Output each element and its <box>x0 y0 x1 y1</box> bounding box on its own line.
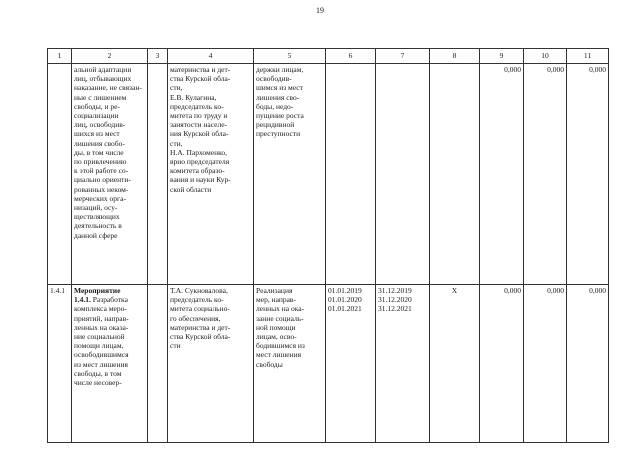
cell-activity <box>72 64 148 285</box>
cell-number: 1.4.1 <box>48 285 72 443</box>
col-header-1: 1 <box>48 49 72 64</box>
cell-value-9: 0,000 <box>480 64 524 285</box>
cell-activity-title: Мероприятие 1.4.1. <box>74 286 121 305</box>
table-row <box>48 64 609 285</box>
cell-col8: Х <box>430 285 480 443</box>
cell-col8 <box>430 64 480 285</box>
cell-responsible: материнства и дет- ства Курской обла- сти, Е.В. Кулагина, председатель ко- митета по труду и занятости населе- ния Курской обла- сти, Н.А. Пархоменко, врио председателя комитета образо- вания и науки Кур- ской области <box>168 64 254 285</box>
cell-value-9: 0,000 <box>480 285 524 443</box>
cell-start-date: 01.01.2019 01.01.2020 01.01.2021 <box>326 285 376 443</box>
col-header-11: 11 <box>567 49 609 64</box>
cell-number <box>48 64 72 285</box>
header-row <box>48 49 609 64</box>
col-header-9: 9 <box>480 49 524 64</box>
cell-start-date <box>326 64 376 285</box>
cell-end-date <box>376 64 430 285</box>
page-number: 19 <box>316 6 324 15</box>
cell-responsible: Т.А. Сукновалова, председатель ко- митета социально- го обеспечения, материнства и дет- ства Курской обла- сти <box>168 285 254 443</box>
col-header-7: 7 <box>376 49 430 64</box>
program-table <box>47 48 609 443</box>
cell-result: Реализация мер, направ- ленных на ока- зание социаль- ной помощи лицам, осво- бодившимся из мест лишения свободы <box>254 285 326 443</box>
col-header-10: 10 <box>524 49 567 64</box>
cell-col3 <box>148 285 168 443</box>
cell-value-10: 0,000 <box>524 285 567 443</box>
cell-result: держки лицам, освободив- шимся из мест лишения сво- боды, недо- пущение роста рецидивной преступности <box>254 64 326 285</box>
cell-end-date: 31.12.2019 31.12.2020 31.12.2021 <box>376 285 430 443</box>
col-header-2: 2 <box>72 49 148 64</box>
col-header-8: 8 <box>430 49 480 64</box>
cell-value-11: 0,000 <box>567 285 609 443</box>
cell-value-10: 0,000 <box>524 64 567 285</box>
col-header-6: 6 <box>326 49 376 64</box>
cell-col3 <box>148 64 168 285</box>
col-header-4: 4 <box>168 49 254 64</box>
cell-value-11: 0,000 <box>567 64 609 285</box>
cell-activity-text: Разработка комплекса меро- приятий, направ- ленных на оказа- ние социальной помощи лицам, освободившимся из мест лишения свободы, в том числе несовер- <box>74 295 129 388</box>
cell-activity <box>72 285 148 443</box>
col-header-5: 5 <box>254 49 326 64</box>
table-row <box>48 285 609 443</box>
cell-activity-text: альной адаптации лиц, отбывающих наказание, не связан- ные с лишением свободы, и ре- социализации лиц, освободив- шихся из мест лишения свобо- ды, в том числе по привлечению к этой работе со- циально ориенти- рованных неком- мерческих орга- низаций, осу- ществляющих деятельность в данной сфере <box>74 65 142 240</box>
col-header-3: 3 <box>148 49 168 64</box>
